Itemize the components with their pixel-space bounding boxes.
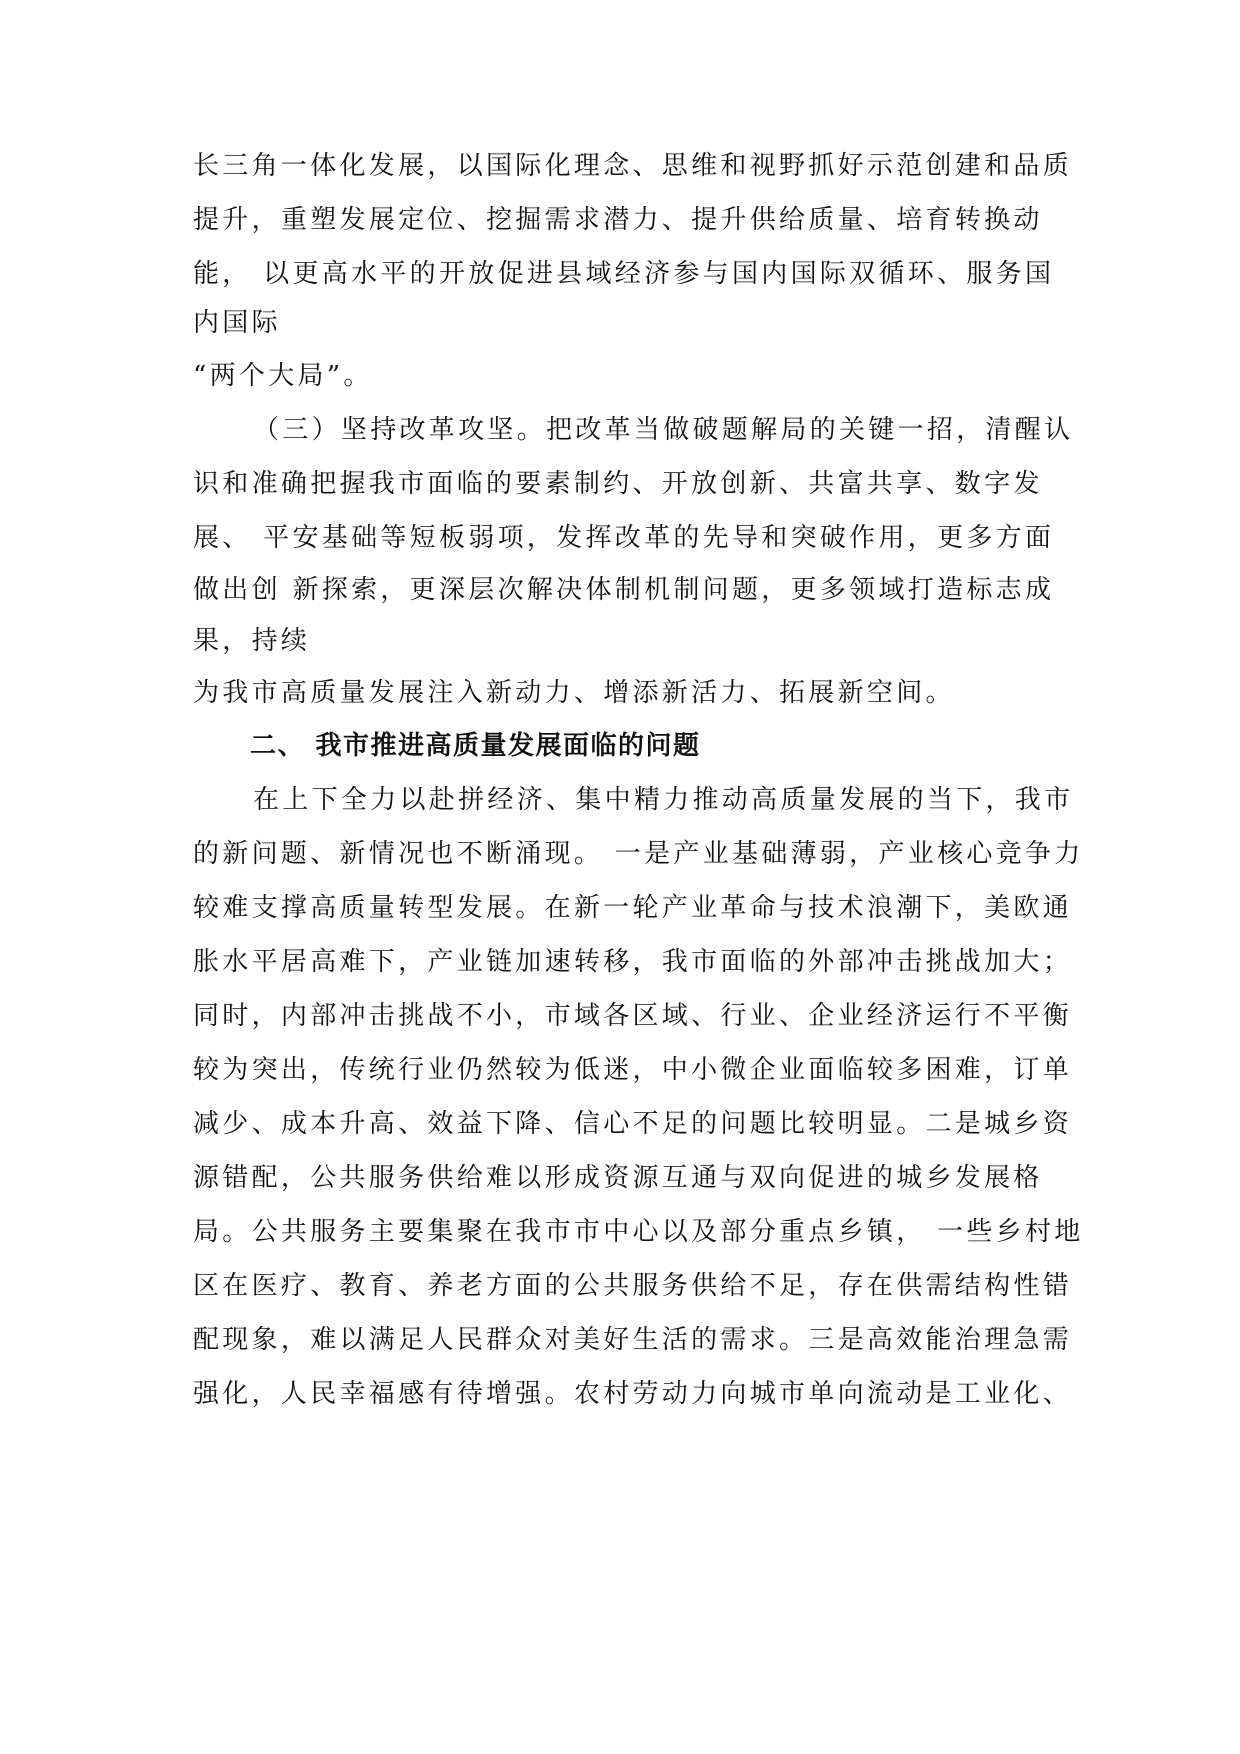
text-line: 长三角一体化发展，以国际化理念、思维和视野抓好示范创建和品质 [193,151,1073,181]
text-line: 源错配，公共服务供给难以形成资源互通与双向促进的城乡发展格 [193,1163,1043,1193]
section-heading-2: 二、 我市推进高质量发展面临的问题 [250,731,701,761]
text-line: 提升，重塑发展定位、挖掘需求潜力、提升供给质量、培育转换动 [193,205,1043,235]
section-heading-3: （三）坚持改革攻坚。把改革当做破题解局的关键一招，清醒认 [253,415,1074,445]
text-line: 较为突出，传统行业仍然较为低迷，中小微企业面临较多困难，订单 [193,1055,1073,1085]
text-line: 内国际 [193,308,281,338]
text-line: 的新问题、新情况也不断涌现。 一是产业基础薄弱，产业核心竞争力 [193,839,1084,869]
text-line: 同时，内部冲击挑战不小，市域各区域、行业、企业经济运行不平衡 [193,1001,1073,1031]
text-line: 展、 平安基础等短板弱项，发挥改革的先导和突破作用，更多方面 [193,523,1055,553]
text-line: 胀水平居高难下，产业链加速转移，我市面临的外部冲击挑战加大； [193,947,1073,977]
text-line: “两个大局”。 [193,361,373,391]
text-line: 做出创 新探索，更深层次解决体制机制问题，更多领域打造标志成 [193,575,1055,605]
text-line: 识和准确把握我市面临的要素制约、开放创新、共富共享、数字发 [193,469,1043,499]
text-line: 区在医疗、教育、养老方面的公共服务供给不足，存在供需结构性错 [193,1271,1073,1301]
text-line: 减少、成本升高、效益下降、信心不足的问题比较明显。二是城乡资 [193,1109,1073,1139]
text-line: 果，持续 [193,626,311,656]
text-line: 为我市高质量发展注入新动力、增添新活力、拓展新空间。 [193,678,955,708]
text-line: 能， 以更高水平的开放促进县域经济参与国内国际双循环、服务国 [193,259,1055,289]
paragraph-first-line: 在上下全力以赴拼经济、集中精力推动高质量发展的当下，我市 [253,785,1074,815]
text-line: 强化，人民幸福感有待增强。农村劳动力向城市单向流动是工业化、 [193,1379,1073,1409]
text-line: 配现象，难以满足人民群众对美好生活的需求。三是高效能治理急需 [193,1325,1073,1355]
text-line: 较难支撑高质量转型发展。在新一轮产业革命与技术浪潮下，美欧通 [193,893,1073,923]
text-line: 局。公共服务主要集聚在我市市中心以及部分重点乡镇， 一些乡村地 [193,1217,1084,1247]
